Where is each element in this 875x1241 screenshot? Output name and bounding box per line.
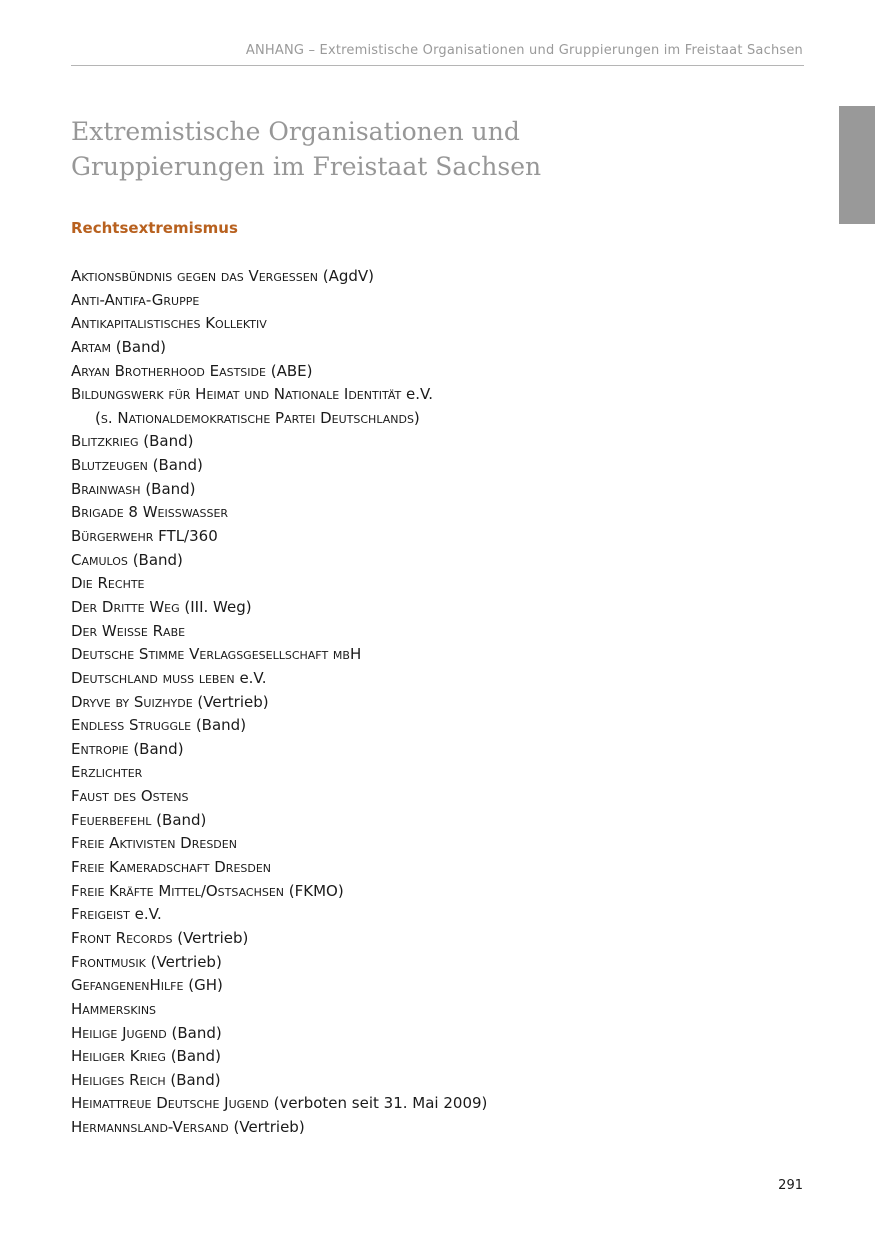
entry-name: Antikapitalistisches Kollektiv [71,314,267,333]
list-item-reference [71,407,487,431]
list-item [71,596,487,620]
entry-suffix: FTL/360 [153,527,218,546]
entry-name: Front Records [71,928,173,947]
entry-name: Freigeist [71,905,130,924]
entry-name: Endless Struggle [71,716,192,735]
entry-name: Aktionsbündnis gegen das Vergessen [71,267,318,285]
entry-suffix: (Vertrieb) [192,692,269,711]
entry-name: Freie Kräfte Mittel/Ostsachsen [71,881,285,900]
list-item [71,880,487,904]
list-item [71,383,487,407]
entry-name: Brigade 8 Weisswasser [71,503,229,522]
entry-name: Bildungswerk für Heimat und Nationale Identität [71,385,402,404]
list-item [71,1092,487,1116]
entry-suffix: (Band) [138,432,194,451]
entry-suffix: (Vertrieb) [172,928,249,947]
list-item [71,572,487,596]
entry-suffix: (Vertrieb) [145,952,222,971]
entry-name: Camulos [71,550,128,569]
list-item [71,785,487,809]
entry-suffix: (Vertrieb) [228,1118,305,1137]
entry-name: Freie Aktivisten Dresden [71,834,237,853]
list-item [71,809,487,833]
entry-name: Deutsche Stimme Verlagsgesellschaft mb [71,645,350,664]
entry-name: Deutschland muss leben [71,668,235,687]
entry-name: Faust des Ostens [71,787,189,806]
list-item [71,454,487,478]
entry-name: Blutzeugen [71,456,148,475]
entry-name: (s. Nationaldemokratische Partei Deutschlands) [95,408,420,427]
entry-suffix: e.V. [129,905,162,924]
list-item [71,761,487,785]
entry-name: Blitzkrieg [71,432,139,451]
entry-suffix: (verboten seit 31. Mai 2009) [268,1094,488,1113]
list-item [71,832,487,856]
entry-name: Der Weisse Rabe [71,621,186,640]
entry-suffix: (Band) [151,810,207,829]
entry-name: Heilige Jugend [71,1023,167,1042]
list-item [71,430,487,454]
entry-suffix: (FKMO) [284,881,344,900]
entry-suffix: (Band) [165,1047,221,1066]
list-item [71,691,487,715]
entry-suffix: (Band) [147,456,203,475]
list-item [71,903,487,927]
entry-name: Aryan Brotherhood Eastside [71,361,266,380]
entry-name: Die Rechte [71,574,145,593]
entry-suffix: e.V. [234,668,267,687]
list-item [71,951,487,975]
entry-suffix: (Band) [111,337,166,356]
chapter-tab-marker [839,106,875,224]
list-item [71,643,487,667]
entry-name: GefangenenHilfe [71,976,184,995]
entry-suffix: (Band) [166,1023,222,1042]
entry-name: Heiliger Krieg [71,1047,166,1066]
entry-suffix: (Band) [165,1070,221,1089]
entry-suffix: (Band) [140,479,196,498]
entry-name: Brainwash [71,479,141,498]
list-item [71,1022,487,1046]
entry-name: Der Dritte Weg [71,597,180,616]
list-item [71,265,487,289]
entry-name: Freie Kameradschaft Dresden [71,858,272,877]
list-item [71,501,487,525]
list-item [71,714,487,738]
header-divider [71,65,804,66]
entry-suffix: (III. Weg) [179,597,252,616]
entry-name: Hermannsland-Versand [71,1118,229,1137]
entry-name: Artam [71,337,111,356]
list-item [71,856,487,880]
running-header: ANHANG – Extremistische Organisationen und Gruppierungen im Freistaat Sachsen [245,43,803,58]
entry-suffix: (AgdV) [317,267,374,285]
list-item [71,667,487,691]
entry-suffix: H [349,645,362,664]
entry-name: Hammerskins [71,999,157,1018]
page-title-line-1: Extremistische Organisationen und [71,117,520,146]
entry-suffix: e.V. [401,385,434,404]
list-item [71,974,487,998]
entry-name: Feuerbefehl [71,810,152,829]
entry-suffix: (Band) [128,739,184,758]
page-title [71,114,771,184]
entry-suffix: (GH) [183,976,223,995]
entry-name: Entropie [71,739,129,758]
entry-name: Dryve by Suizhyde [71,692,193,711]
list-item [71,1116,487,1140]
list-item [71,620,487,644]
list-item [71,289,487,313]
page-title-line-2: Gruppierungen im Freistaat Sachsen [71,152,542,181]
entry-suffix: (Band) [127,550,183,569]
entry-suffix: (ABE) [265,361,313,380]
entry-name: Frontmusik [71,952,146,971]
list-item [71,738,487,762]
list-item [71,312,487,336]
section-heading: Rechtsextremismus [71,219,238,237]
entry-name: Anti-Antifa-Gruppe [71,290,200,309]
list-item [71,549,487,573]
page-number: 291 [778,1178,803,1193]
list-item [71,998,487,1022]
list-item [71,927,487,951]
list-item [71,336,487,360]
list-item [71,478,487,502]
entry-name: Heiliges Reich [71,1070,166,1089]
list-item [71,360,487,384]
entry-name: Heimattreue Deutsche Jugend [71,1094,269,1113]
organization-list [71,265,487,1140]
list-item [71,525,487,549]
entry-name: Bürgerwehr [71,527,154,546]
list-item [71,1045,487,1069]
list-item [71,1069,487,1093]
entry-suffix: (Band) [191,716,247,735]
entry-name: Erzlichter [71,763,143,782]
